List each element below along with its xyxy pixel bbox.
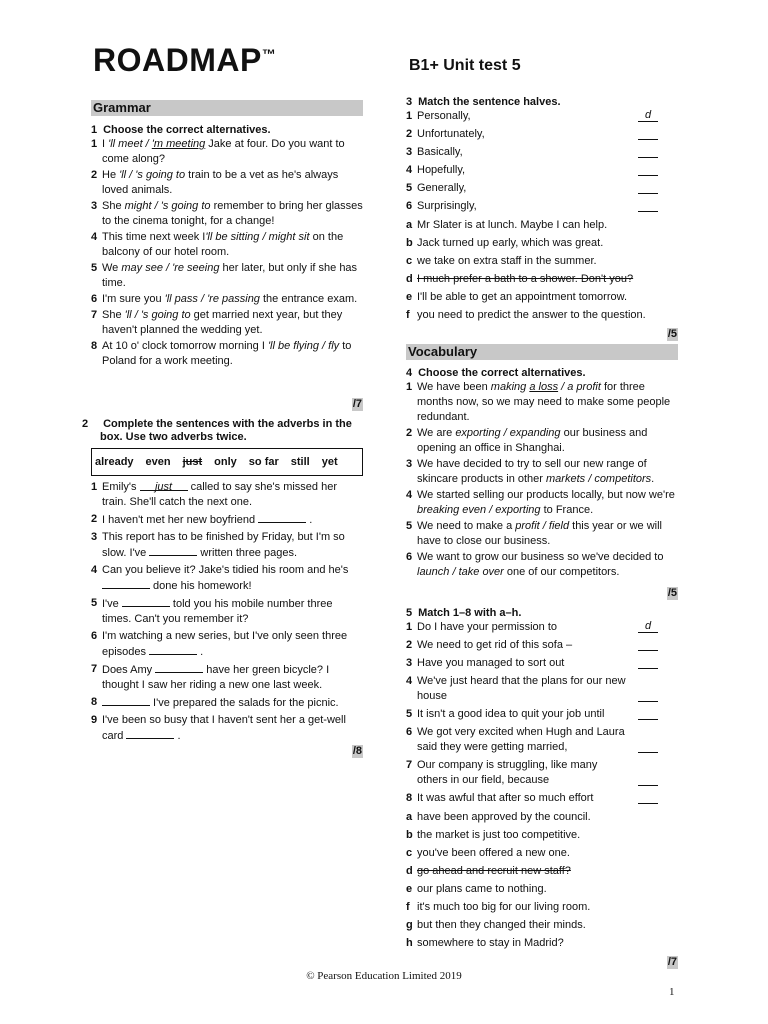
match-item [406,674,678,704]
alternative-separator: / [197,293,208,305]
answer-gap[interactable] [155,662,203,673]
match-option [406,918,678,933]
option-text: have been approved by the council. [417,811,591,823]
gap-fill-item [91,563,363,594]
alternative-option[interactable]: might [124,200,152,212]
adverb-word: so far [248,456,279,468]
match-item [406,758,678,788]
item-text: Unfortunately, [417,128,485,140]
item-text: our business and opening an office in Shanghai. [417,427,648,454]
question-5-score: /7 [667,956,677,968]
alternative-separator: / [585,473,595,485]
item-text: called to say she's missed her train. She'll catch the next one. [102,481,337,508]
question-1 [91,124,363,370]
match-item [406,791,678,806]
answer-blank[interactable] [638,774,658,786]
item-text: told you his mobile number three times. Can't you remember it? [102,598,333,625]
question-item [406,380,678,425]
alternative-option[interactable]: competitors [594,473,652,485]
answer-blank[interactable]: d [638,621,658,633]
match-option [406,882,678,897]
gap-fill-item [91,480,363,510]
option-letter: a [406,811,413,823]
question-item [91,261,363,291]
item-number: 7 [91,663,98,675]
item-number: 3 [406,657,413,669]
match-item [406,707,678,722]
question-item [406,488,678,518]
item-number: 1 [406,110,413,122]
item-text: I've [102,598,122,610]
item-number: 5 [406,182,413,194]
item-text: She [102,200,125,212]
item-text: Surprisingly, [417,200,477,212]
item-text: We are [417,427,456,439]
alternative-option[interactable]: 're passing [207,293,260,305]
item-number: 1 [91,481,98,493]
question-2 [82,418,363,444]
match-item [406,656,678,671]
copyright-footer: © Pearson Education Limited 2019 [306,970,462,982]
question-item [406,519,678,549]
item-text: We've just heard that the plans for our new house [417,675,626,702]
item-text: . [174,730,181,742]
item-number: 2 [91,169,98,181]
item-number: 1 [91,138,98,150]
question-4 [406,367,678,581]
answer-gap[interactable] [149,545,197,556]
adverb-word: already [95,456,134,468]
alternative-separator: / [131,309,141,321]
option-letter: a [406,219,413,231]
question-item [91,168,363,198]
adverb-word: still [290,456,310,468]
answer-blank[interactable] [638,146,658,158]
answer-blank[interactable] [638,690,658,702]
alternative-option[interactable]: field [548,520,570,532]
option-letter: c [406,847,413,859]
question-4-title: 4 Choose the correct alternatives. [406,367,586,379]
item-text: to Poland for a work meeting. [102,340,352,367]
match-item [406,145,678,160]
item-text: . [306,514,313,526]
question-item [91,308,363,338]
alternative-separator: / [151,200,161,212]
item-text: Emily's [102,481,140,493]
item-number: 6 [91,630,98,642]
match-option [406,308,678,323]
answer-gap[interactable] [102,695,150,706]
item-text: Can you believe it? Jake's tidied his room and he's [102,564,349,576]
option-letter: b [406,829,413,841]
alternative-separator: / [126,169,136,181]
gap-fill-item [91,713,363,744]
answer-blank[interactable] [638,128,658,140]
answer-blank[interactable] [638,182,658,194]
question-3-right-list [406,218,678,323]
item-number: 2 [406,427,413,439]
adverb-word: only [214,456,237,468]
item-text: Jake at four. Do you want to come along? [102,138,345,165]
item-text: . [197,646,204,658]
item-text: Does Amy [102,664,156,676]
question-1-items [91,137,363,369]
option-text: but then they changed their minds. [417,919,586,931]
grammar-section-header: Grammar [91,100,363,116]
match-option [406,254,678,269]
item-text: her later, but only if she has time. [102,262,358,289]
item-number: 3 [406,458,413,470]
alternative-option[interactable]: may see [121,262,163,274]
adverb-word: just [182,456,203,468]
alternative-option[interactable]: 'll meet [108,138,143,150]
match-option [406,272,678,287]
question-5 [406,607,678,954]
answer-blank[interactable] [638,639,658,651]
item-number: 3 [406,146,413,158]
item-text: the entrance exam. [259,293,358,305]
alternative-separator: / [558,381,568,393]
item-text: We need to make a [417,520,516,532]
gap-fill-item [91,629,363,660]
match-item [406,181,678,196]
question-3-score: /5 [667,328,677,340]
option-letter: b [406,237,413,249]
alternative-option[interactable]: breaking even [417,504,487,516]
option-text: you've been offered a new one. [417,847,570,859]
item-text: We want to grow our business so we've decided to [417,551,664,563]
item-text: This time next week I [102,231,206,243]
option-letter: e [406,291,413,303]
alternative-separator: / [500,427,510,439]
answer-blank[interactable] [638,741,658,753]
match-item [406,620,678,635]
answer-gap[interactable] [122,596,170,607]
item-text: Generally, [417,182,467,194]
match-item [406,163,678,178]
option-text: I'll be able to get an appointment tomorrow. [417,291,628,303]
item-number: 5 [406,708,413,720]
item-number: 2 [406,128,413,140]
item-text: We [102,262,122,274]
question-5-left-list [406,620,678,806]
alternative-option[interactable]: 're seeing [172,262,220,274]
item-text: for three months now, so we may need to make some people redundant. [417,381,671,423]
item-number: 2 [91,513,98,525]
answer-blank[interactable] [638,200,658,212]
question-1-score: /7 [352,398,362,410]
item-number: 8 [406,792,413,804]
item-text: have her green bicycle? I thought I saw her riding a new one last week. [102,664,330,691]
item-text: I've prepared the salads for the picnic. [150,697,339,709]
item-text: Hopefully, [417,164,466,176]
item-number: 3 [91,531,98,543]
item-number: 6 [406,726,413,738]
item-text: I'm watching a new series, but I've only seen three episodes [102,630,348,658]
option-text: our plans came to nothing. [417,883,547,895]
option-text: it's much too big for our living room. [417,901,591,913]
question-5-title: 5 Match 1–8 with a–h. [406,607,522,619]
item-text: We have decided to try to sell our new range of skincare products in other [417,458,647,485]
answer-blank[interactable] [638,164,658,176]
item-number: 6 [406,200,413,212]
question-2-items [91,480,363,746]
alternative-option[interactable]: might sit [268,231,310,243]
item-text: We have been [417,381,491,393]
question-item [406,426,678,456]
alternative-option[interactable]: markets [546,473,586,485]
item-text: She [102,309,125,321]
question-item [91,137,363,167]
option-letter: d [406,273,413,285]
alternative-option[interactable]: a profit [567,381,601,393]
item-number: 1 [406,621,413,633]
match-option [406,290,678,305]
match-option [406,864,678,879]
gap-fill-item [91,662,363,693]
page-number: 1 [669,986,675,998]
option-letter: g [406,919,413,931]
answer-blank[interactable] [638,657,658,669]
unit-title: B1+ Unit test 5 [409,57,521,74]
match-option [406,900,678,915]
item-text: on the balcony of our hotel room. [102,231,344,258]
alternative-option[interactable]: 's going to [135,169,186,181]
alternative-separator: / [318,340,329,352]
answer-blank[interactable]: d [638,110,658,122]
item-text: get married next year, but they haven't planned the wedding yet. [102,309,343,336]
item-text: This report has to be finished by Friday, but I'm so slow. I've [102,531,345,559]
item-number: 4 [406,489,413,501]
roadmap-logo: ROADMAP™ [93,42,277,78]
match-option [406,218,678,233]
item-text: I've been so busy that I haven't sent her a get-well card [102,714,346,742]
alternative-separator: / [539,520,549,532]
alternative-option[interactable]: launch [417,566,450,578]
item-number: 5 [406,520,413,532]
alternative-separator: / [162,262,173,274]
match-option [406,810,678,825]
item-text: . [651,473,655,485]
item-number: 4 [91,564,98,576]
question-item [406,550,678,580]
option-text: somewhere to stay in Madrid? [417,937,564,949]
question-item [91,199,363,229]
match-option [406,936,678,951]
question-item [91,230,363,260]
item-number: 1 [406,381,413,393]
item-text: Have you managed to sort out [417,657,565,669]
alternative-option[interactable]: 'll [119,169,127,181]
alternative-option[interactable]: expanding [509,427,561,439]
adverb-word: even [145,456,171,468]
match-option [406,846,678,861]
option-text: Jack turned up early, which was great. [417,237,604,249]
alternative-option[interactable]: profit [515,520,540,532]
question-4-score: /5 [667,587,677,599]
question-1-title: 1 Choose the correct alternatives. [91,124,271,136]
question-item [406,457,678,487]
option-text: the market is just too competitive. [417,829,581,841]
item-number: 8 [91,696,98,708]
match-item [406,199,678,214]
match-option [406,236,678,251]
item-text: one of our competitors. [503,566,620,578]
match-item [406,638,678,653]
option-letter: c [406,255,413,267]
item-text: It isn't a good idea to quit your job until [417,708,605,720]
alternative-option[interactable]: 'll [124,309,132,321]
gap-fill-item [91,695,363,711]
alternative-option[interactable]: exporting [495,504,541,516]
gap-fill-item [91,530,363,561]
item-text: written three pages. [197,547,298,559]
alternative-separator: / [142,138,152,150]
alternative-option[interactable]: making a loss [490,381,559,393]
match-item [406,109,678,124]
answer-gap[interactable] [126,728,174,739]
question-2-score: /8 [352,745,362,757]
option-letter: f [406,309,410,321]
match-item [406,127,678,142]
item-text: We started selling our products locally, but now we're [417,489,675,501]
alternative-option[interactable]: 's going to [140,309,191,321]
item-text: Personally, [417,110,471,122]
item-number: 9 [91,714,98,726]
gap-fill-item [91,512,363,528]
alternative-option[interactable]: 'll be flying [267,340,319,352]
adverb-word: yet [321,456,338,468]
option-letter: d [406,865,413,877]
answer-gap[interactable] [149,644,197,655]
match-option [406,828,678,843]
question-2-title: 2 Complete the sentences with the adverbs in the box. Use two adverbs twice. [82,418,352,443]
alternative-separator: / [259,231,269,243]
option-text: Mr Slater is at lunch. Maybe I can help. [417,219,608,231]
item-number: 4 [406,675,413,687]
alternative-option[interactable]: exporting [455,427,501,439]
answer-gap[interactable]: just [140,480,188,491]
item-text: We need to get rid of this sofa – [417,639,573,651]
item-number: 8 [91,340,98,352]
item-text: done his homework! [150,580,252,592]
question-3-left-list [406,109,678,214]
question-4-items [406,380,678,580]
item-text: We got very excited when Hugh and Laura said they were getting married, [417,726,625,753]
option-text: we take on extra staff in the summer. [417,255,597,267]
item-text: I'm sure you [102,293,165,305]
alternative-option[interactable]: 's going to [160,200,211,212]
option-text: I much prefer a bath to a shower. Don't you? [417,273,634,285]
item-number: 3 [91,200,98,212]
option-letter: e [406,883,413,895]
item-text: to France. [540,504,594,516]
item-number: 5 [91,597,98,609]
item-number: 6 [91,293,98,305]
option-letter: f [406,901,410,913]
item-text: train to be a vet as he's always loved animals. [102,169,339,196]
item-text: Do I have your permission to [417,621,558,633]
item-text: I [102,138,109,150]
answer-gap[interactable] [102,578,150,589]
match-item [406,725,678,755]
item-text: It was awful that after so much effort [417,792,594,804]
item-text: this year or we will have to close our business. [417,520,662,547]
alternative-separator: / [449,566,459,578]
alternative-option[interactable]: 'm meeting [151,138,206,150]
answer-blank[interactable] [638,708,658,720]
item-text: He [102,169,120,181]
item-text: At 10 o' clock tomorrow morning I [102,340,268,352]
item-number: 4 [406,164,413,176]
alternative-option[interactable]: take over [458,566,504,578]
option-text: go ahead and recruit new staff? [417,865,571,877]
alternative-option[interactable]: 'll be sitting [205,231,260,243]
item-number: 7 [406,759,413,771]
item-text: Basically, [417,146,463,158]
vocabulary-section-header: Vocabulary [406,344,678,360]
question-3-title: 3 Match the sentence halves. [406,96,561,108]
alternative-option[interactable]: 'll pass [164,293,198,305]
item-text: I haven't met her new boyfriend [102,514,259,526]
item-number: 4 [91,231,98,243]
gap-fill-item [91,596,363,627]
adverb-word-box [91,448,363,476]
item-number: 6 [406,551,413,563]
option-text: you need to predict the answer to the question. [417,309,646,321]
item-number: 2 [406,639,413,651]
question-3 [406,96,678,326]
item-text: Our company is struggling, like many others in our field, because [417,759,598,786]
item-text: remember to bring her glasses to the cinema tonight, for a change! [102,200,363,227]
answer-gap[interactable] [258,512,306,523]
item-number: 5 [91,262,98,274]
alternative-option[interactable]: fly [328,340,340,352]
question-item [91,339,363,369]
item-number: 7 [91,309,98,321]
answer-blank[interactable] [638,792,658,804]
question-5-right-list [406,810,678,951]
alternative-separator: / [486,504,496,516]
option-letter: h [406,937,413,949]
question-item [91,292,363,307]
